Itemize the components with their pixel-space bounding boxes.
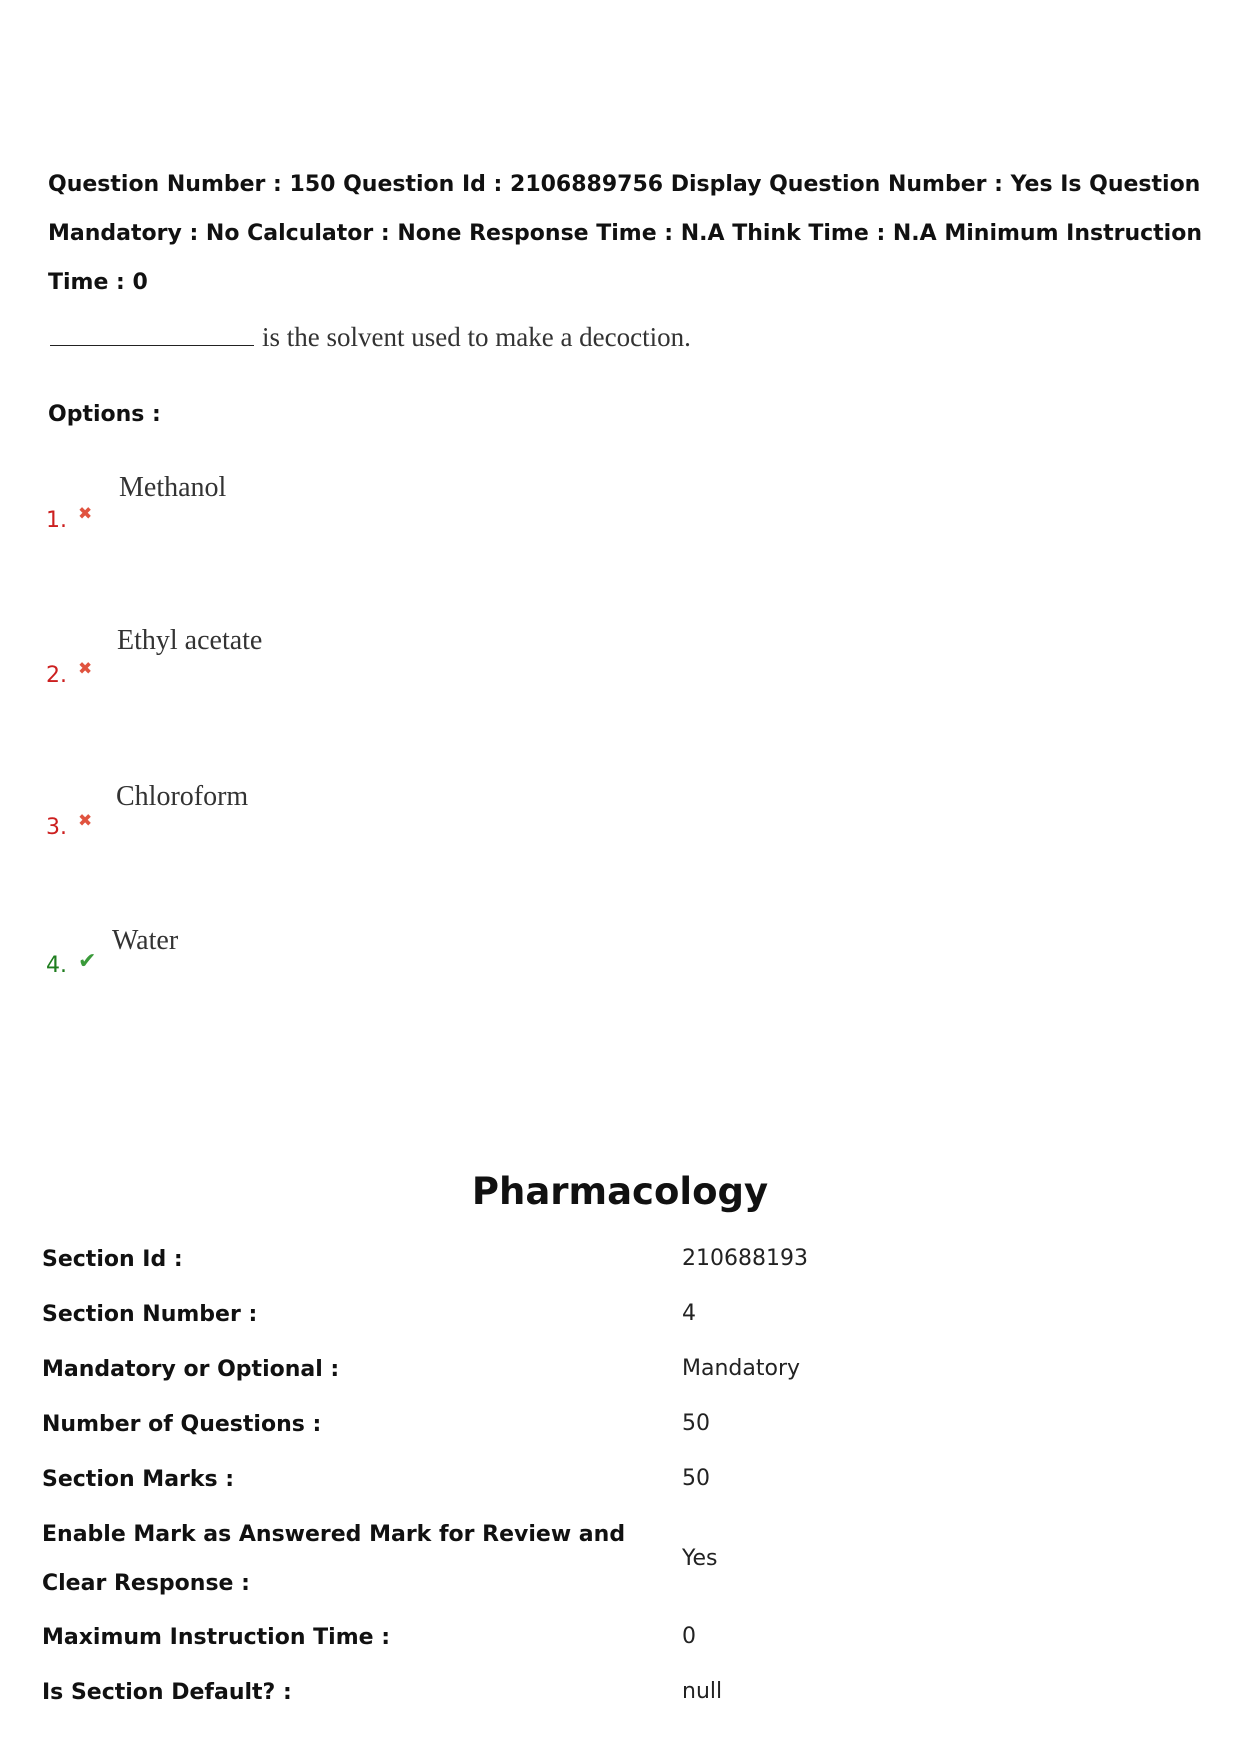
section-row-value: Mandatory xyxy=(682,1356,801,1381)
cross-icon: ✖ xyxy=(78,504,93,524)
section-row-value: 50 xyxy=(682,1466,710,1491)
question-header-line: Mandatory : No Calculator : None Response Time : N.A Think Time : N.A Minimum Instruction xyxy=(48,221,1203,246)
option-number: 2. xyxy=(46,663,67,688)
cross-icon: ✖ xyxy=(78,659,93,679)
answer-blank xyxy=(50,344,254,346)
section-row-value: 210688193 xyxy=(682,1246,808,1271)
option-text: Methanol xyxy=(119,472,227,503)
question-header-line: Time : 0 xyxy=(48,270,148,295)
check-icon: ✔ xyxy=(78,949,97,974)
section-row-label: Maximum Instruction Time : xyxy=(42,1625,390,1650)
section-row-label: Section Number : xyxy=(42,1302,258,1327)
section-row-label: Number of Questions : xyxy=(42,1412,322,1437)
option-number: 3. xyxy=(46,815,67,840)
question-header-line: Question Number : 150 Question Id : 2106889756 Display Question Number : Yes Is Question xyxy=(48,172,1201,197)
question-stem xyxy=(50,322,691,353)
question-stem-text: is the solvent used to make a decoction. xyxy=(262,322,691,352)
option-text: Water xyxy=(112,925,179,956)
section-row-label: Section Id : xyxy=(42,1247,183,1272)
options-label: Options : xyxy=(48,402,161,427)
section-title: Pharmacology xyxy=(471,1170,769,1213)
option-number: 4. xyxy=(46,953,67,978)
option-number: 1. xyxy=(46,508,67,533)
section-row-value: Yes xyxy=(682,1546,718,1571)
section-row-value: null xyxy=(682,1679,723,1704)
section-row-label xyxy=(42,1510,642,1608)
question-header xyxy=(48,160,1208,307)
section-row-label: Is Section Default? : xyxy=(42,1680,292,1705)
section-row-label-line: Clear Response : xyxy=(42,1571,250,1596)
option-text: Ethyl acetate xyxy=(117,625,263,656)
section-row-value: 50 xyxy=(682,1411,710,1436)
section-row-label: Mandatory or Optional : xyxy=(42,1357,340,1382)
cross-icon: ✖ xyxy=(78,811,93,831)
section-row-value: 4 xyxy=(682,1301,696,1326)
option-text: Chloroform xyxy=(116,781,249,812)
section-row-label-line: Enable Mark as Answered Mark for Review and xyxy=(42,1522,626,1547)
section-row-value: 0 xyxy=(682,1624,696,1649)
section-row-label: Section Marks : xyxy=(42,1467,235,1492)
